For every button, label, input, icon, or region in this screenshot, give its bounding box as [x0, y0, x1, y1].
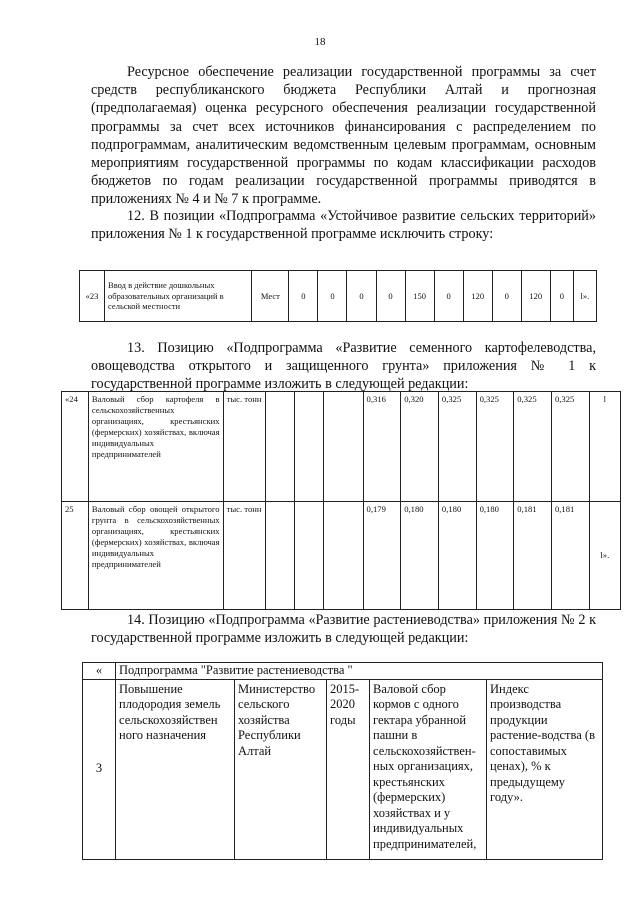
table-potato-vegetables — [61, 391, 621, 610]
cell-value: 0,180 — [401, 502, 439, 610]
table-row — [62, 502, 621, 610]
cell-value: 0 — [492, 271, 521, 322]
cell-quote: « — [83, 663, 116, 680]
cell-empty — [323, 392, 363, 502]
table-row — [83, 663, 603, 680]
paragraph-resources: Ресурсное обеспечение реализации государственной программы за счет средств республиканского бюджета Республики Алтай и прогнозная (предполагаемая) оценка ресурсного обеспечения реализации государственной программы за счет всех источников финансирования с распределением по подпрограммам, аналитическим ведомственным целевым программам, основным мероприятиям государственной программы по кодам классификации расходов бюджетов по годам реализации государственной программы приводятся в приложениях № 4 и № 7 к программе. — [91, 64, 596, 208]
table-plant-growing — [82, 662, 603, 860]
table-row — [62, 392, 621, 502]
table-row — [83, 679, 603, 859]
table-row-23 — [79, 270, 597, 322]
cell-value: 0,316 — [363, 392, 401, 502]
cell-empty — [265, 502, 294, 610]
cell-value: 0,320 — [401, 392, 439, 502]
cell-value: 120 — [521, 271, 550, 322]
cell-value: 120 — [463, 271, 492, 322]
cell-value: 0 — [550, 271, 573, 322]
cell-value: 0 — [376, 271, 405, 322]
cell-name: Ввод в действие дошкольных образовательных организаций в сельской местности — [105, 271, 252, 322]
cell-value: 0 — [347, 271, 376, 322]
cell-years: 2015-2020 годы — [327, 679, 370, 859]
cell-unit: тыс. тонн — [223, 502, 265, 610]
paragraph-13: 13. Позицию «Подпрограмма «Развитие семенного картофелеводства, овощеводства открытого и защищенного грунта» приложения № 1 к государственной программе изложить в следующей редакции: — [91, 340, 596, 393]
cell-num: «24 — [62, 392, 89, 502]
cell-empty — [265, 392, 294, 502]
page-number: 18 — [314, 36, 326, 48]
cell-value: 0,181 — [551, 502, 589, 610]
cell-end: l». — [573, 271, 596, 322]
cell-value: 0 — [289, 271, 318, 322]
cell-name: Валовый сбор картофеля в сельскохозяйственных организациях, крестьянских (фермерских) хозяйствах, включая индивидуальных предпринимателей — [88, 392, 223, 502]
cell-empty — [323, 502, 363, 610]
cell-value: 0,179 — [363, 502, 401, 610]
paragraph-12: 12. В позиции «Подпрограмма «Устойчивое развитие сельских территорий» приложения № 1 к государственной программе исключить строку: — [91, 208, 596, 243]
cell-empty — [294, 392, 323, 502]
cell-result: Валовой сбор кормов с одного гектара убранной пашни в сельскохозяйствен-ных организациях, крестьянских (фермерских) хозяйствах и у индивидуальных предпринимателей, — [370, 679, 487, 859]
cell-name: Повышение плодородия земель сельскохозяйствен ного назначения — [116, 679, 235, 859]
cell-value: 0 — [434, 271, 463, 322]
cell-value: 150 — [405, 271, 434, 322]
cell-value: 0,325 — [551, 392, 589, 502]
cell-header: Подпрограмма "Развитие растениеводства " — [116, 663, 603, 680]
cell-value: 0,325 — [514, 392, 552, 502]
cell-unit: тыс. тонн — [223, 392, 265, 502]
cell-num: 3 — [83, 679, 116, 859]
cell-value: 0,325 — [476, 392, 514, 502]
cell-end: l». — [589, 502, 620, 610]
cell-unit: Мест — [252, 271, 289, 322]
cell-num: 25 — [62, 502, 89, 610]
table-row — [80, 271, 597, 322]
cell-name: Валовый сбор овощей открытого грунта в сельскохозяйственных организациях, крестьянских (фермерских) хозяйствах, включая индивидуальных предпринимателей — [88, 502, 223, 610]
cell-ministry: Министерство сельского хозяйства Республики Алтай — [235, 679, 327, 859]
cell-empty — [294, 502, 323, 610]
cell-value: 0,180 — [476, 502, 514, 610]
cell-indicator: Индекс производства продукции растение-водства (в сопоставимых ценах), % к предыдущему году». — [487, 679, 603, 859]
cell-end: l — [589, 392, 620, 502]
cell-value: 0 — [318, 271, 347, 322]
cell-value: 0,325 — [438, 392, 476, 502]
cell-num: «23 — [80, 271, 105, 322]
cell-value: 0,180 — [438, 502, 476, 610]
paragraph-14: 14. Позицию «Подпрограмма «Развитие растениеводства» приложения № 2 к государственной программе изложить в следующей редакции: — [91, 612, 596, 647]
cell-value: 0,181 — [514, 502, 552, 610]
